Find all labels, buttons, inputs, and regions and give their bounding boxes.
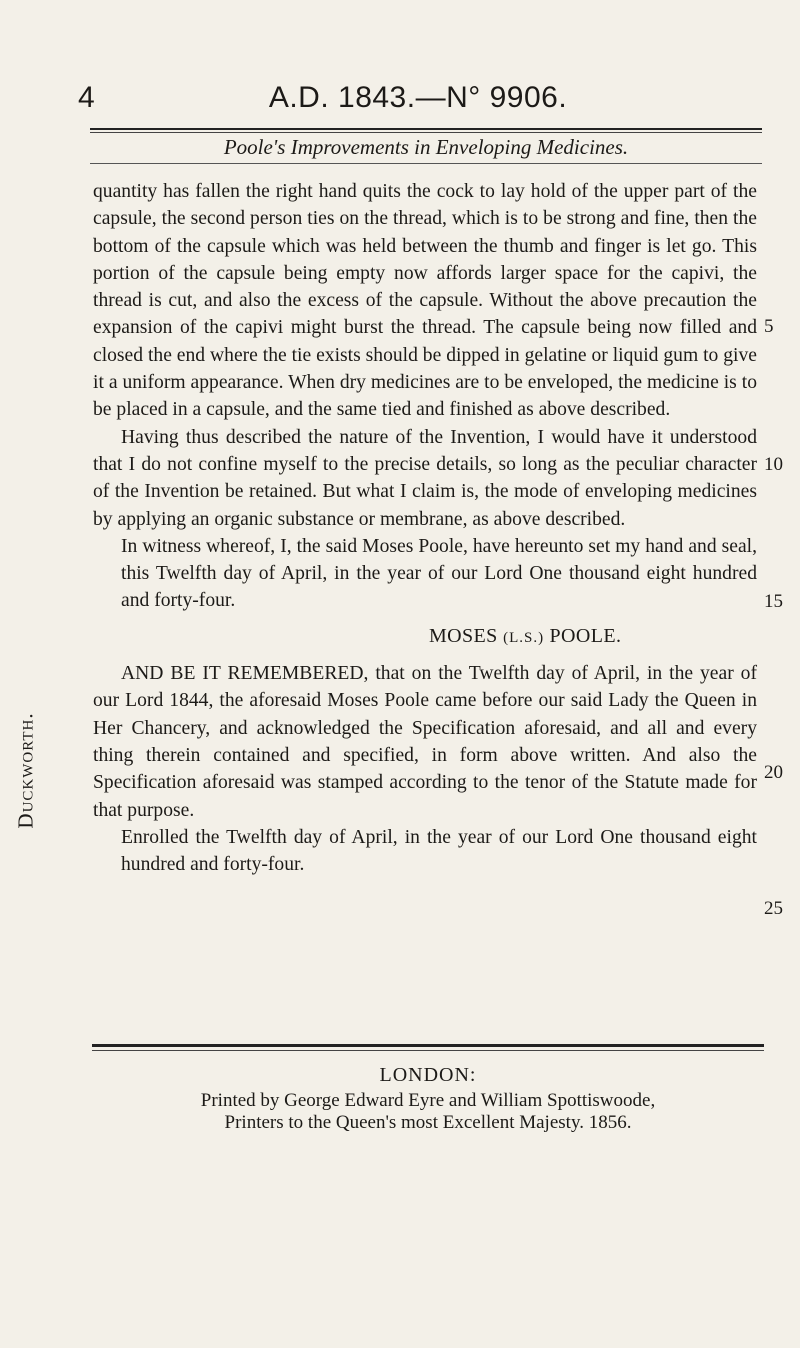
footer-rule xyxy=(92,1044,764,1047)
document-reference: A.D. 1843.—N° 9906. xyxy=(268,81,568,114)
paragraph-process: quantity has fallen the right hand quits the cock to lay hold of the upper part of the capsule, the second person ties on the thread, which is to be strong and fine, then the bottom of the capsule which was held between the thumb and finger is let go. This portion of the capsule being empty now affords larger space for the capivi, the thread is cut, and also the excess of the capsule. Without the above precaution the expansion of the capivi might burst the thread. The capsule being now filled and closed the end where the tie exists should be dipped in gelatine or liquid gum to give it a uniform appearance. When dry medicines are to be enveloped, the medicine is to be placed in a capsule, and the same tied and finished as above described. xyxy=(93,181,757,421)
page-number: 4 xyxy=(78,81,96,114)
line-number: 10 xyxy=(764,454,783,475)
footer-rule-thin xyxy=(92,1050,764,1051)
body-text xyxy=(93,178,757,878)
signature-first-name: MOSES xyxy=(429,624,498,647)
title-rule xyxy=(90,163,762,164)
line-number: 20 xyxy=(764,762,783,783)
imprint-printers: Printed by George Edward Eyre and William Spottiswoode, xyxy=(200,1090,656,1111)
margin-note xyxy=(10,680,42,860)
printer-imprint xyxy=(92,1064,764,1134)
page-header xyxy=(68,74,768,122)
line-number: 15 xyxy=(764,591,783,612)
paragraph-witness: In witness whereof, I, the said Moses Poole, have hereunto set my hand and seal, this Twelfth day of April, in the year of our Lord One thousand eight hundred and forty-four. xyxy=(121,535,757,612)
paragraph-remembered: AND BE IT REMEMBERED, that on the Twelfth day of April, in the year of our Lord 1844, the aforesaid Moses Poole came before our said Lady the Queen in Her Chancery, and acknowledged the Specification aforesaid, and all and every thing therein contained and specified, in form above written. And also the Specification aforesaid was stamped according to the tenor of the Statute made for that purpose. xyxy=(93,663,757,821)
imprint-city: LONDON: xyxy=(379,1064,477,1086)
imprint-majesty: Printers to the Queen's most Excellent Majesty. 1856. xyxy=(224,1112,632,1133)
running-title: Poole's Improvements in Enveloping Medicines. xyxy=(223,135,629,159)
line-number: 5 xyxy=(764,316,774,337)
paragraph-enrolled: Enrolled the Twelfth day of April, in the year of our Lord One thousand eight hundred and forty-four. xyxy=(121,826,757,876)
margin-note-text: Duckworth. xyxy=(13,711,38,829)
paragraph-claim: Having thus described the nature of the Invention, I would have it understood that I do not confine myself to the precise details, so long as the peculiar character of the Invention be retained. But what I claim is, the mode of enveloping medicines by applying an organic substance or membrane, as above described. xyxy=(93,426,757,530)
header-rule-thin xyxy=(90,132,762,133)
signature xyxy=(93,623,757,652)
line-number: 25 xyxy=(764,898,783,919)
header-rule xyxy=(90,128,762,130)
signature-last-name: POOLE. xyxy=(549,624,622,647)
signature-seal: (L.S.) xyxy=(503,629,545,646)
